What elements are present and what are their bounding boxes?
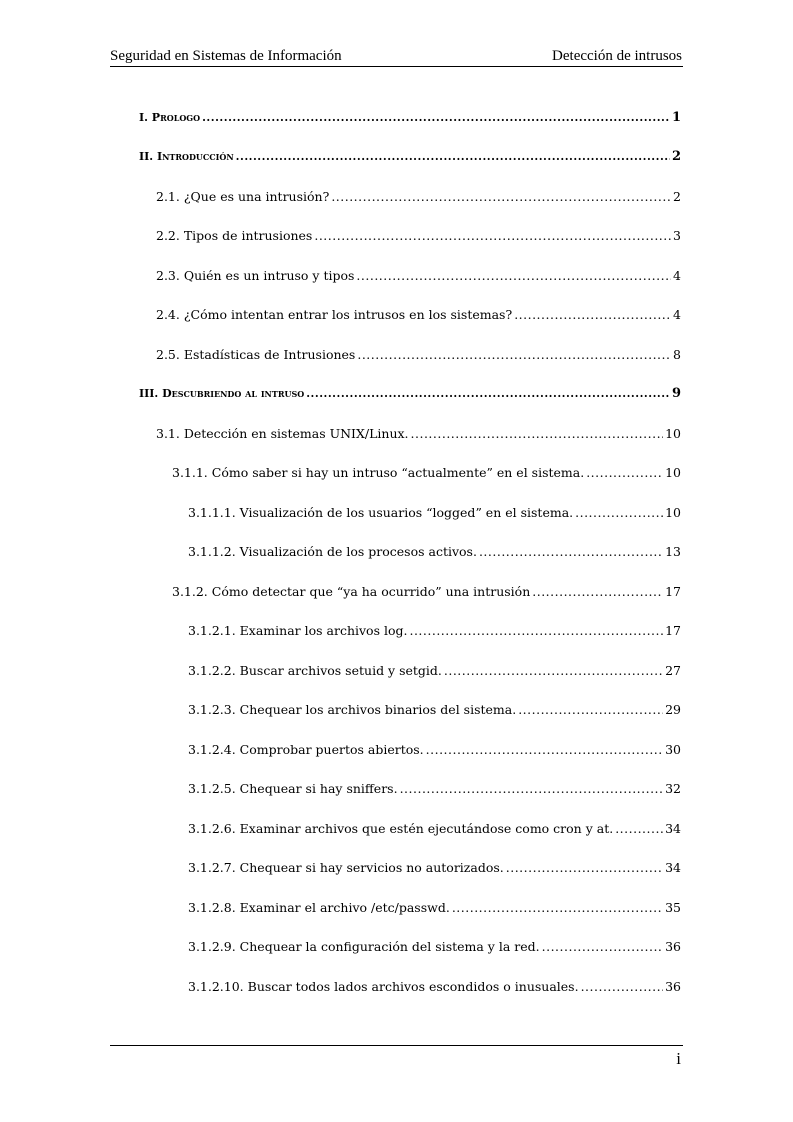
toc-entry-page: 17 xyxy=(665,623,681,638)
toc-entry-title: II. Introducción xyxy=(139,150,234,163)
dot-leader xyxy=(615,821,663,837)
dot-leader xyxy=(331,189,671,205)
toc-entry-title: 3.1.2.6. Examinar archivos que estén ejecutándose como cron y at. xyxy=(188,821,614,836)
dot-leader xyxy=(581,979,664,995)
toc-entry-title: 3.1.2.5. Chequear si hay sniffers. xyxy=(188,781,398,796)
toc-entry-3-1-2-5[interactable] xyxy=(188,781,681,797)
footer-divider xyxy=(110,1045,683,1046)
toc-entry-title: 2.2. Tipos de intrusiones xyxy=(156,228,313,243)
toc-entry-title: 3.1.1.1. Visualización de los usuarios “logged” en el sistema. xyxy=(188,505,574,520)
toc-entry-page: 1 xyxy=(671,110,681,125)
toc-entry-page: 9 xyxy=(671,386,681,401)
toc-entry-page: 13 xyxy=(665,544,681,559)
toc-entry-title: 3.1.2.2. Buscar archivos setuid y setgid. xyxy=(188,663,442,678)
dot-leader xyxy=(586,465,663,481)
toc-entry-title: 3.1.1.2. Visualización de los procesos activos. xyxy=(188,544,477,559)
toc-entry-page: 10 xyxy=(665,505,681,520)
toc-entry-chapter-1[interactable] xyxy=(139,110,681,126)
toc-entry-title: 2.1. ¿Que es una intrusión? xyxy=(156,189,330,204)
dot-leader xyxy=(314,228,671,244)
toc-entry-page: 8 xyxy=(673,347,681,362)
dot-leader xyxy=(306,386,670,402)
toc-entry-chapter-3[interactable] xyxy=(139,386,681,402)
toc-entry-3-1[interactable] xyxy=(156,426,681,442)
toc-entry-page: 29 xyxy=(665,702,681,717)
toc-entry-title: 3.1.2.7. Chequear si hay servicios no autorizados. xyxy=(188,860,504,875)
dot-leader xyxy=(202,110,670,126)
toc-entry-title: 3.1.2. Cómo detectar que “ya ha ocurrido” una intrusión xyxy=(172,584,531,599)
toc-entry-page: 34 xyxy=(665,821,681,836)
toc-entry-title: 2.5. Estadísticas de Intrusiones xyxy=(156,347,356,362)
toc-entry-page: 36 xyxy=(665,939,681,954)
dot-leader xyxy=(452,900,663,916)
toc-entry-3-1-2-8[interactable] xyxy=(188,900,681,916)
toc-entry-page: 10 xyxy=(665,426,681,441)
toc-entry-3-1-1[interactable] xyxy=(172,465,681,481)
toc-entry-title: 3.1.2.9. Chequear la configuración del sistema y la red. xyxy=(188,939,540,954)
dot-leader xyxy=(411,426,664,442)
toc-entry-3-1-1-2[interactable] xyxy=(188,544,681,560)
dot-leader xyxy=(444,663,663,679)
toc-entry-page: 4 xyxy=(673,307,681,322)
header-chapter-title: Detección de intrusos xyxy=(552,48,682,64)
header-document-title: Seguridad en Sistemas de Información xyxy=(110,48,342,64)
toc-entry-page: 35 xyxy=(665,900,681,915)
toc-entry-3-1-1-1[interactable] xyxy=(188,505,681,521)
dot-leader xyxy=(575,505,663,521)
toc-entry-2-4[interactable] xyxy=(156,307,681,323)
toc-entry-chapter-2[interactable] xyxy=(139,149,681,165)
toc-entry-page: 27 xyxy=(665,663,681,678)
toc-entry-title: III. Descubriendo al intruso xyxy=(139,387,305,400)
toc-entry-title: I. Prologo xyxy=(139,111,201,124)
toc-entry-3-1-2-3[interactable] xyxy=(188,702,681,718)
toc-entry-title: 3.1. Detección en sistemas UNIX/Linux. xyxy=(156,426,409,441)
toc-entry-page: 32 xyxy=(665,781,681,796)
toc-entry-3-1-2-4[interactable] xyxy=(188,742,681,758)
toc-entry-title: 3.1.2.1. Examinar los archivos log. xyxy=(188,623,408,638)
dot-leader xyxy=(518,702,663,718)
toc-entry-title: 3.1.2.8. Examinar el archivo /etc/passwd. xyxy=(188,900,450,915)
dot-leader xyxy=(236,149,670,165)
dot-leader xyxy=(506,860,663,876)
toc-entry-3-1-2-1[interactable] xyxy=(188,623,681,639)
dot-leader xyxy=(532,584,663,600)
toc-entry-page: 3 xyxy=(673,228,681,243)
toc-entry-page: 36 xyxy=(665,979,681,994)
dot-leader xyxy=(426,742,663,758)
toc-entry-page: 17 xyxy=(665,584,681,599)
toc-entry-3-1-2-2[interactable] xyxy=(188,663,681,679)
toc-entry-2-2[interactable] xyxy=(156,228,681,244)
page-number: i xyxy=(676,1049,681,1068)
dot-leader xyxy=(514,307,671,323)
dot-leader xyxy=(479,544,663,560)
toc-entry-page: 2 xyxy=(671,149,681,164)
toc-entry-page: 30 xyxy=(665,742,681,757)
toc-entry-title: 3.1.2.10. Buscar todos lados archivos escondidos o inusuales. xyxy=(188,979,579,994)
toc-entry-3-1-2-10[interactable] xyxy=(188,979,681,995)
dot-leader xyxy=(357,347,671,363)
dot-leader xyxy=(356,268,671,284)
toc-entry-2-5[interactable] xyxy=(156,347,681,363)
toc-entry-page: 10 xyxy=(665,465,681,480)
toc-entry-page: 4 xyxy=(673,268,681,283)
toc-entry-3-1-2-7[interactable] xyxy=(188,860,681,876)
dot-leader xyxy=(409,623,663,639)
toc-entry-page: 34 xyxy=(665,860,681,875)
toc-entry-title: 2.4. ¿Cómo intentan entrar los intrusos en los sistemas? xyxy=(156,307,513,322)
toc-entry-title: 3.1.2.3. Chequear los archivos binarios del sistema. xyxy=(188,702,517,717)
toc-entry-2-3[interactable] xyxy=(156,268,681,284)
toc-entry-2-1[interactable] xyxy=(156,189,681,205)
toc-entry-3-1-2-9[interactable] xyxy=(188,939,681,955)
toc-entry-3-1-2[interactable] xyxy=(172,584,681,600)
toc-entry-title: 3.1.2.4. Comprobar puertos abiertos. xyxy=(188,742,424,757)
dot-leader xyxy=(400,781,664,797)
toc-entry-3-1-2-6[interactable] xyxy=(188,821,681,837)
dot-leader xyxy=(542,939,663,955)
toc-entry-title: 2.3. Quién es un intruso y tipos xyxy=(156,268,355,283)
toc-entry-page: 2 xyxy=(673,189,681,204)
toc-entry-title: 3.1.1. Cómo saber si hay un intruso “actualmente” en el sistema. xyxy=(172,465,585,480)
